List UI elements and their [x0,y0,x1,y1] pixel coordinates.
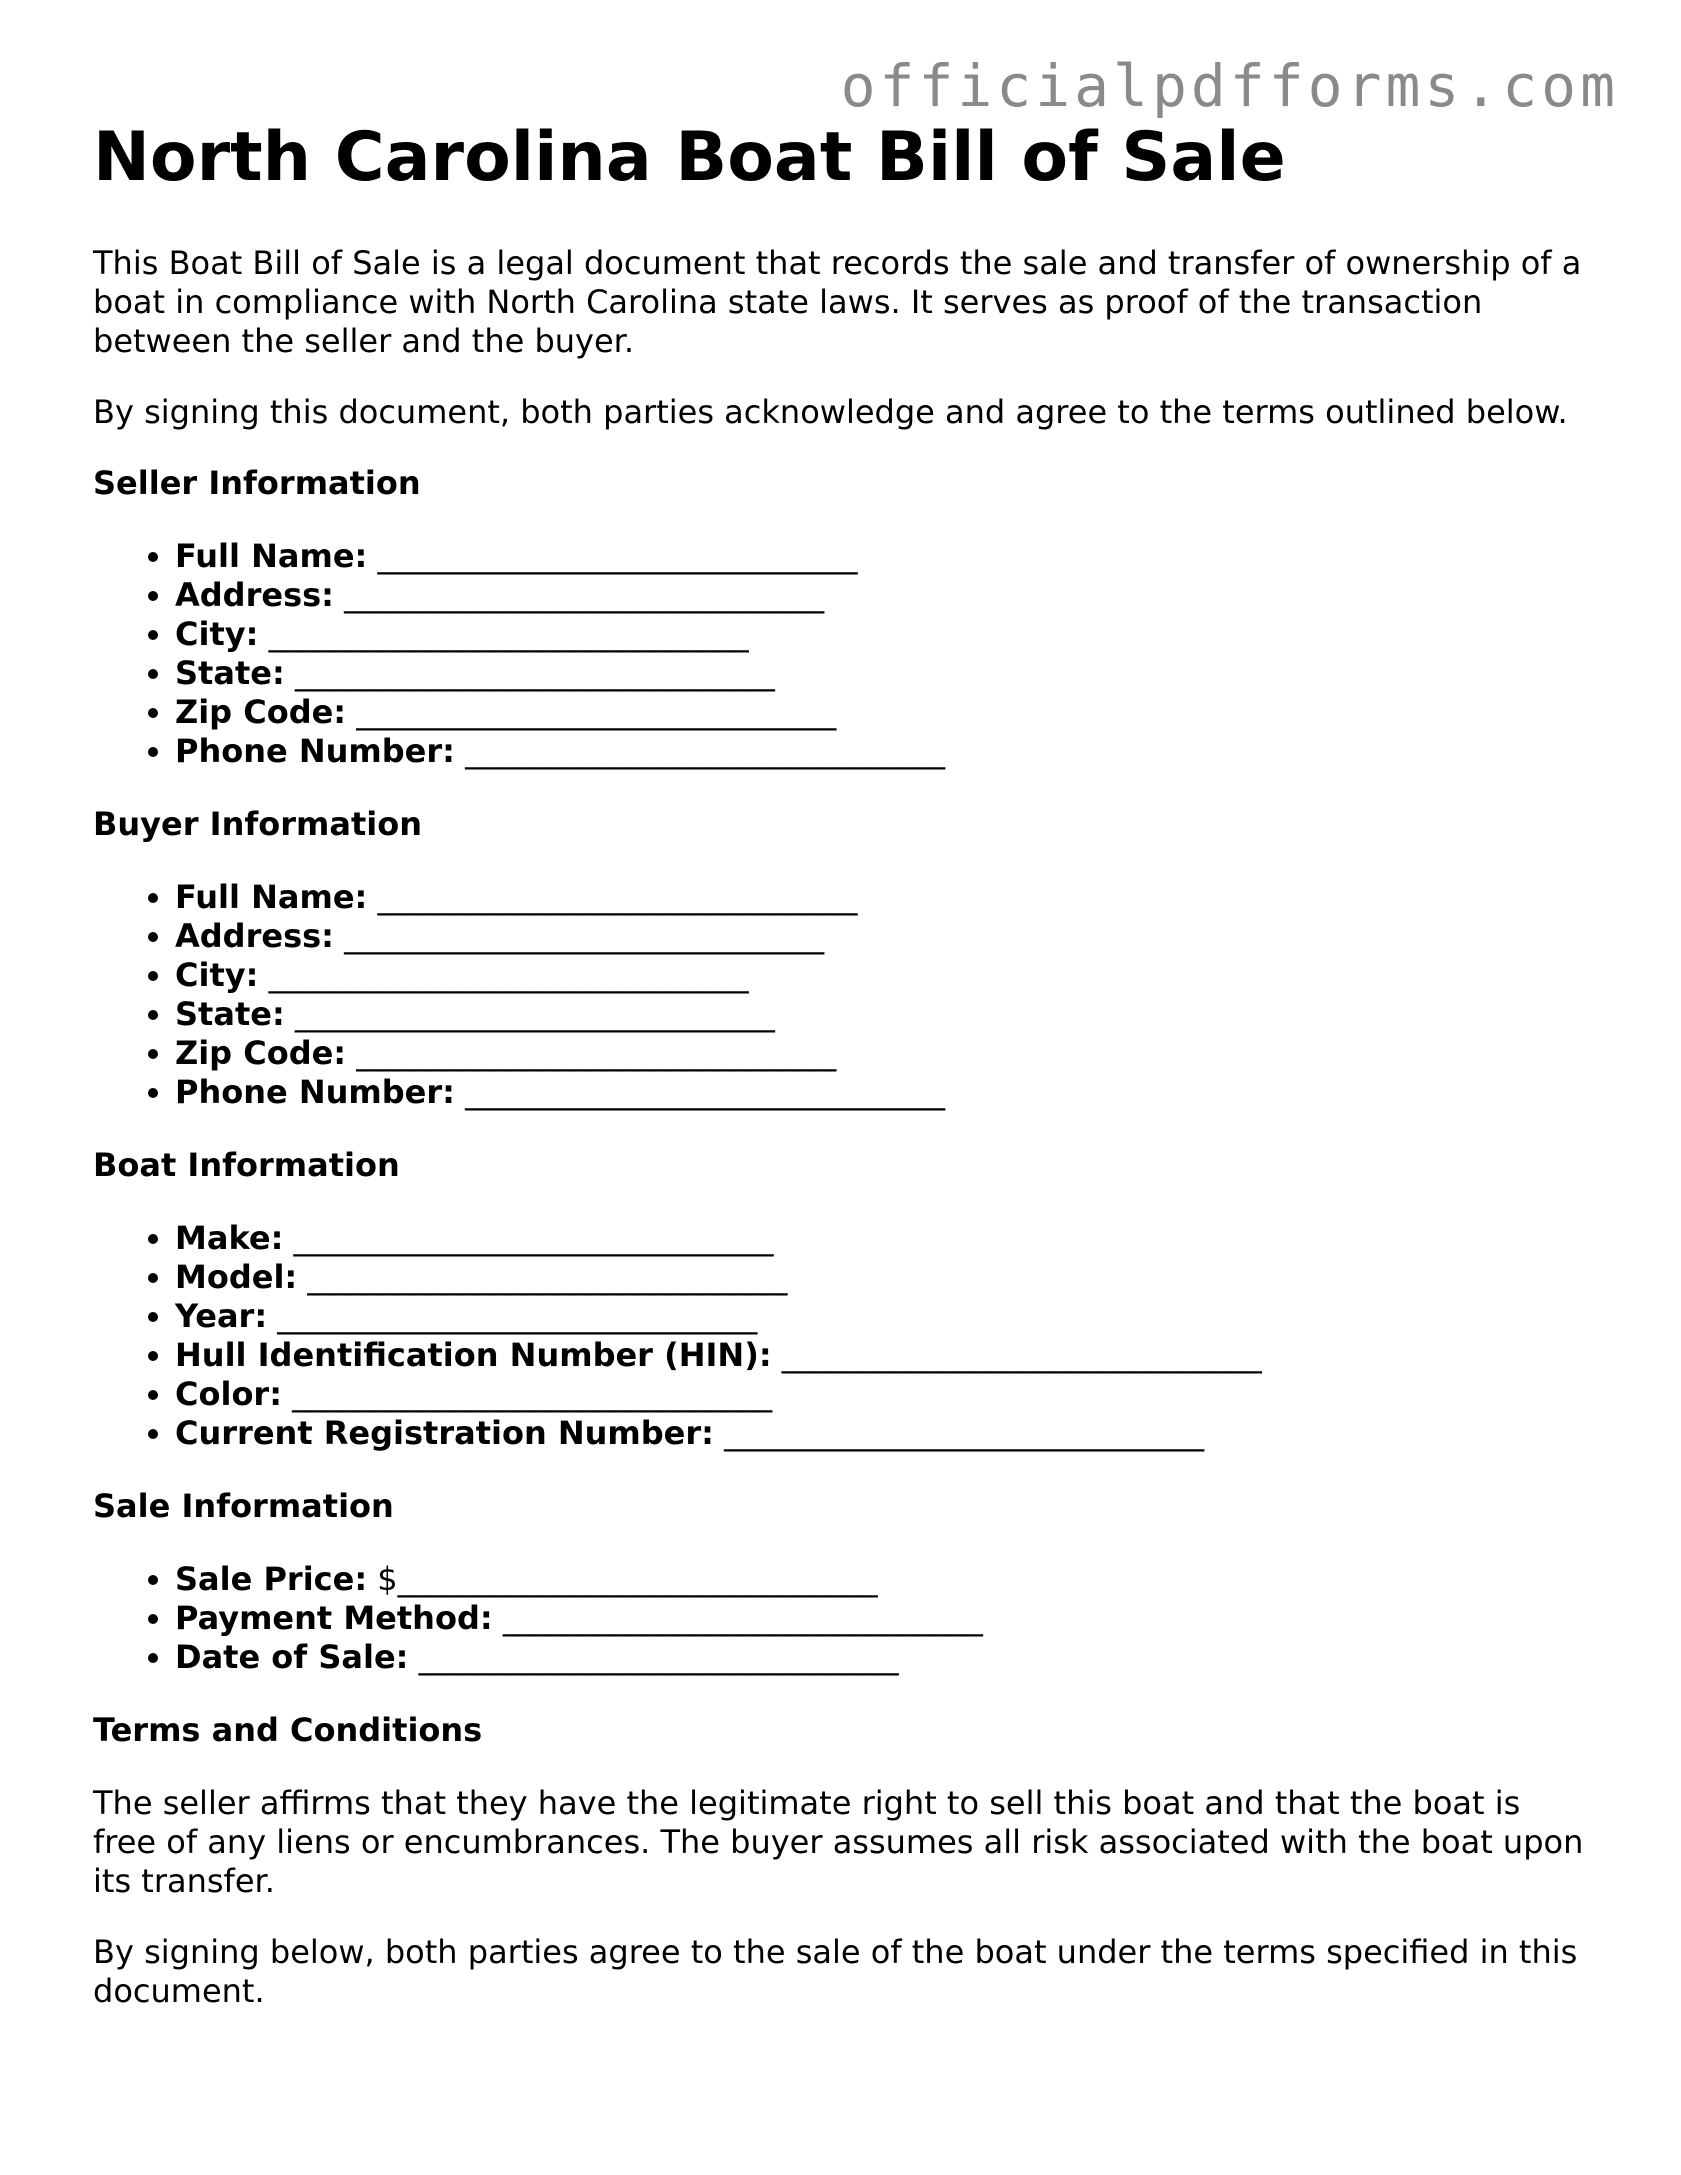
fill-in-blank[interactable]: ______________________________ [344,576,825,614]
seller-heading: Seller Information [93,464,421,502]
fill-in-blank[interactable]: ______________________________ [294,995,775,1033]
page-title: North Carolina Boat Bill of Sale [93,118,1286,197]
field-label: City: [175,956,259,994]
list-item [175,1258,1593,1297]
list-item [175,995,1593,1034]
list-item [175,1638,1593,1677]
fill-in-blank[interactable]: ______________________________ [397,1560,878,1598]
list-item [175,1297,1593,1336]
boat-heading: Boat Information [93,1146,400,1184]
list-item [175,1336,1593,1375]
field-label: Model: [175,1258,298,1296]
fill-in-blank[interactable]: ______________________________ [268,615,749,653]
intro-paragraph: This Boat Bill of Sale is a legal document that records the sale and transfer of ownership of a boat in compliance with North Carolina state laws. It serves as proof of the transaction between the seller and the buyer. [93,244,1582,360]
list-item [175,1414,1593,1453]
field-label: Year: [175,1297,268,1335]
fill-in-blank[interactable]: ______________________________ [465,732,946,770]
fill-in-blank[interactable]: ______________________________ [502,1599,983,1637]
field-label: Color: [175,1375,282,1413]
field-label: Address: [175,917,334,955]
field-label: State: [175,995,285,1033]
buyer-heading: Buyer Information [93,805,422,843]
list-item [175,576,1593,615]
field-label: Make: [175,1219,284,1257]
list-item [175,1375,1593,1414]
field-label: Full Name: [175,878,368,916]
fill-in-blank[interactable]: ______________________________ [356,1034,837,1072]
watermark: officialpdfforms.com [840,52,1619,120]
list-item [175,1073,1593,1112]
fill-in-blank[interactable]: ______________________________ [781,1336,1262,1374]
field-label: State: [175,654,285,692]
fill-in-blank[interactable]: ______________________________ [377,537,858,575]
fill-in-blank[interactable]: ______________________________ [418,1638,899,1676]
field-label: Current Registration Number: [175,1414,714,1452]
field-label: Phone Number: [175,1073,455,1111]
list-item [175,654,1593,693]
field-label: Address: [175,576,334,614]
terms-paragraph: By signing below, both parties agree to the sale of the boat under the terms specified in this document. [93,1933,1578,2010]
fill-in-blank[interactable]: ______________________________ [294,654,775,692]
fill-in-blank[interactable]: ______________________________ [307,1258,788,1296]
list-item [175,956,1593,995]
field-label: Date of Sale: [175,1638,409,1676]
buyer-fields [93,878,1593,1112]
field-label: Zip Code: [175,1034,347,1072]
field-label: Hull Identification Number (HIN): [175,1336,772,1374]
fill-in-blank[interactable]: ______________________________ [344,917,825,955]
fill-in-blank[interactable]: ______________________________ [377,878,858,916]
seller-fields [93,537,1593,771]
list-item [175,917,1593,956]
list-item [175,537,1593,576]
fill-in-blank[interactable]: ______________________________ [465,1073,946,1111]
intro-paragraph: By signing this document, both parties acknowledge and agree to the terms outlined below. [93,393,1568,431]
sale-fields [93,1560,1593,1677]
field-label: Payment Method: [175,1599,493,1637]
list-item [175,615,1593,654]
fill-in-blank[interactable]: ______________________________ [293,1219,774,1257]
fill-in-blank[interactable]: ______________________________ [356,693,837,731]
fill-in-blank[interactable]: ______________________________ [268,956,749,994]
field-label: Full Name: [175,537,368,575]
list-item [175,693,1593,732]
list-item [175,732,1593,771]
list-item [175,1034,1593,1073]
field-label: City: [175,615,259,653]
fill-in-blank[interactable]: ______________________________ [292,1375,773,1413]
fill-in-blank[interactable]: ______________________________ [277,1297,758,1335]
fill-in-blank[interactable]: ______________________________ [724,1414,1205,1452]
list-item [175,1219,1593,1258]
field-label: Phone Number: [175,732,455,770]
field-label: Sale Price: [175,1560,368,1598]
document-page [93,118,1593,2043]
list-item [175,1599,1593,1638]
field-label: Zip Code: [175,693,347,731]
terms-paragraph: The seller affirms that they have the legitimate right to sell this boat and that the boat is free of any liens or encumbrances. The buyer assumes all risk associated with the boat upon its transfer. [93,1784,1584,1900]
terms-heading: Terms and Conditions [93,1711,483,1749]
list-item [175,878,1593,917]
list-item [175,1560,1593,1599]
sale-heading: Sale Information [93,1487,394,1525]
currency-symbol: $ [377,1560,398,1598]
boat-fields [93,1219,1593,1453]
